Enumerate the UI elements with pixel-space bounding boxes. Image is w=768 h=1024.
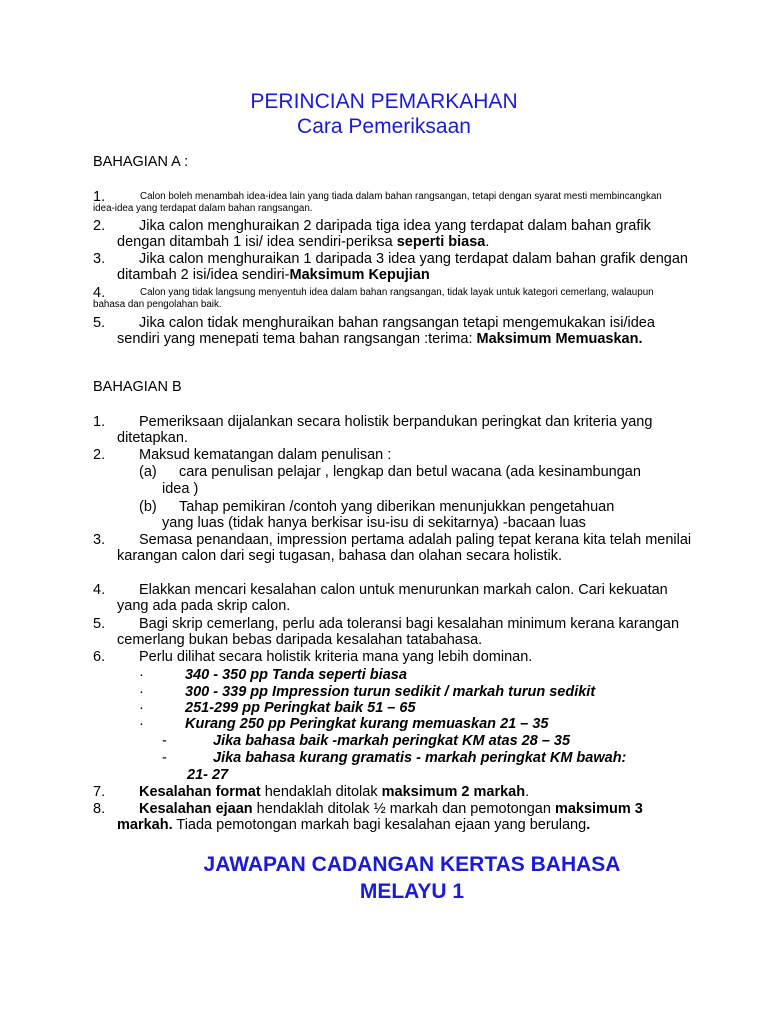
item-text: Pemeriksaan dijalankan secara holistik berpandukan peringkat dan kriteria yang ditetapkan. — [117, 414, 653, 447]
sub-item-b-text: Tahap pemikiran /contoh yang diberikan menunjukkan pengetahuan — [179, 499, 615, 515]
bullet-mark: · — [139, 700, 144, 716]
section-b-title: BAHAGIAN B — [93, 379, 182, 395]
bullet-text-3: 251-299 pp Peringkat baik 51 – 65 — [185, 700, 416, 716]
bullet-text-2: 300 - 339 pp Impression turun sedikit / markah turun sedikit — [185, 684, 596, 700]
bullet-mark: · — [139, 684, 144, 700]
item-number: 6. — [93, 649, 106, 665]
answer-heading-line2: MELAYU 1 — [359, 880, 465, 903]
item-text: Elakkan mencari kesalahan calon untuk menurunkan markah calon. Cari kekuatan yang ada pada skrip calon. — [117, 582, 668, 615]
dash-text-2-cont: 21- 27 — [187, 767, 229, 783]
item-number: 1. — [93, 414, 106, 430]
item-text: Perlu dilihat secara holistik kriteria mana yang lebih dominan. — [139, 649, 533, 665]
sub-item-a-cont: idea ) — [162, 481, 199, 497]
dash-mark: - — [162, 733, 167, 749]
item-number: 7. — [93, 784, 106, 800]
section-a-title: BAHAGIAN A : — [93, 154, 189, 170]
bullet-text-1: 340 - 350 pp Tanda seperti biasa — [185, 667, 407, 683]
item-number: 4. — [93, 285, 106, 301]
page-subtitle: Cara Pemeriksaan — [297, 115, 471, 138]
answer-heading: JAWAPAN CADANGAN KERTAS BAHASA — [203, 853, 621, 876]
item-number: 3. — [93, 532, 106, 548]
item-text: Jika calon menghuraikan 1 daripada 3 idea yang terdapat dalam bahan grafik dengan ditambah 2 isi/idea sendiri-Maksimum Kepujian — [117, 251, 688, 284]
item-text: Calon yang tidak langsung menyentuh idea dalam bahan rangsangan, tidak layak untuk kategori cemerlang, walaupun bahasa dan pengolahan baik. — [93, 287, 654, 310]
item-number: 4. — [93, 582, 106, 598]
item-number: 5. — [93, 315, 106, 331]
item-text: Kesalahan format hendaklah ditolak maksimum 2 markah. — [139, 784, 530, 800]
item-text: Jika calon menghuraikan 2 daripada tiga idea yang terdapat dalam bahan grafik dengan ditambah 1 isi/ idea sendiri-periksa seperti biasa. — [117, 218, 651, 251]
item-text: Kesalahan ejaan hendaklah ditolak ½ markah dan pemotongan maksimum 3 markah. Tiada pemotongan markah bagi kesalahan ejaan yang berulang. — [117, 801, 643, 834]
sub-item-b-label: (b) — [139, 499, 157, 515]
item-text: Calon boleh menambah idea-idea lain yang tiada dalam bahan rangsangan, tetapi dengan syarat mesti membincangkan idea-idea yang terdapat dalam bahan rangsangan. — [93, 191, 662, 214]
item-number: 3. — [93, 251, 106, 267]
bullet-mark: · — [139, 716, 144, 732]
dash-text-1: Jika bahasa baik -markah peringkat KM atas 28 – 35 — [213, 733, 571, 749]
item-text: Maksud kematangan dalam penulisan : — [139, 447, 392, 463]
item-text: Bagi skrip cemerlang, perlu ada toleransi bagi kesalahan minimum kerana karangan cemerlang bukan bebas daripada kesalahan tatabahasa. — [117, 616, 680, 649]
item-number: 2. — [93, 218, 106, 234]
item-text: Jika calon tidak menghuraikan bahan rangsangan tetapi mengemukakan isi/idea sendiri yang menepati tema bahan rangsangan :terima: Maksimum Memuaskan. — [117, 315, 655, 348]
sub-item-a-text: cara penulisan pelajar , lengkap dan betul wacana (ada kesinambungan — [179, 464, 641, 480]
sub-item-b-cont: yang luas (tidak hanya berkisar isu-isu di sekitarnya) -bacaan luas — [162, 515, 586, 531]
item-number: 8. — [93, 801, 106, 817]
bullet-mark: · — [139, 667, 144, 683]
item-number: 2. — [93, 447, 106, 463]
sub-item-a-label: (a) — [139, 464, 157, 480]
item-text: Semasa penandaan, impression pertama adalah paling tepat kerana kita telah menilai karangan calon dari segi tugasan, bahasa dan olahan secara holistik. — [117, 532, 692, 565]
dash-text-2: Jika bahasa kurang gramatis - markah peringkat KM bawah: — [213, 750, 627, 766]
dash-mark: - — [162, 750, 167, 766]
item-number: 5. — [93, 616, 106, 632]
bullet-text-4: Kurang 250 pp Peringkat kurang memuaskan 21 – 35 — [185, 716, 549, 732]
page-title: PERINCIAN PEMARKAHAN — [250, 90, 518, 113]
item-number: 1. — [93, 189, 106, 205]
